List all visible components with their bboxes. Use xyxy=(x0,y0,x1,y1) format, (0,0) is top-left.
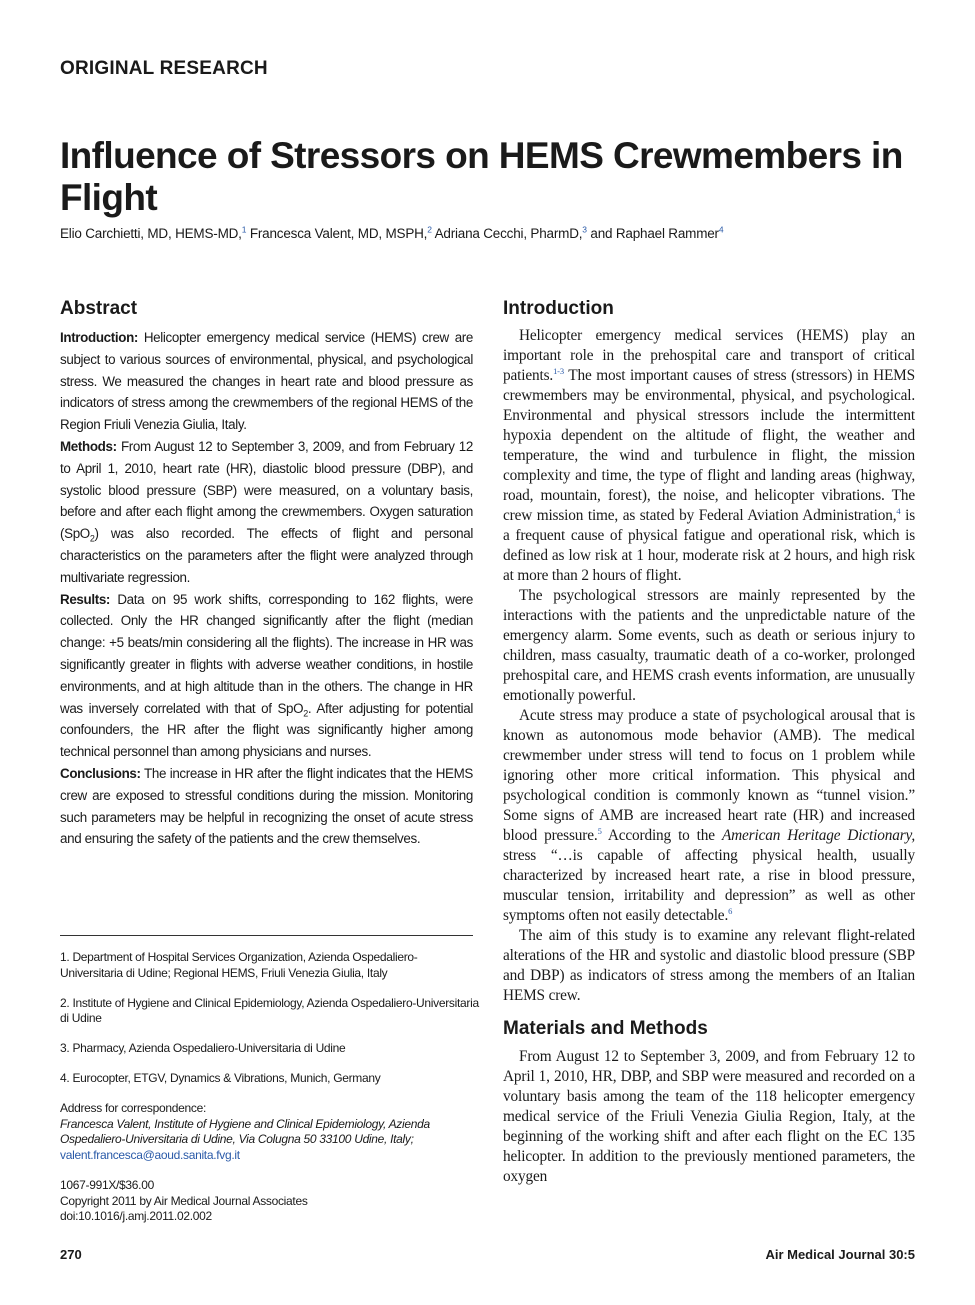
abstract-methods xyxy=(60,436,473,589)
author-name: and Raphael Rammer xyxy=(590,226,719,241)
affiliation-footnote: 2. Institute of Hygiene and Clinical Epidemiology, Azienda Ospedaliero-Universitaria di Udine xyxy=(60,995,479,1025)
affiliation-footnote: 1. Department of Hospital Services Organization, Azienda Ospedaliero-Universitaria di Udine; Regional HEMS, Friuli Venezia Giulia, Italy xyxy=(60,950,418,980)
journal-name: Air Medical Journal 30:5 xyxy=(765,1247,915,1262)
issn: 1067-991X/$36.00 xyxy=(60,1178,154,1192)
footnotes xyxy=(60,950,480,1225)
abstract-label: Methods: xyxy=(60,438,117,454)
citation-ref[interactable]: 5 xyxy=(597,825,602,836)
abstract-text: . After adjusting for potential confounders, the HR after the flight was significantly higher among technical personnel than among physicians and nurses. xyxy=(60,700,473,760)
citation-ref[interactable]: 6 xyxy=(728,905,733,916)
body-paragraph xyxy=(503,326,915,586)
publication-info xyxy=(60,1178,480,1225)
correspondence-email[interactable]: valent.francesca@aoud.sanita.fvg.it xyxy=(60,1147,240,1162)
affiliation-ref[interactable]: 3 xyxy=(582,224,587,235)
abstract-label: Results: xyxy=(60,591,111,607)
methods-heading: Materials and Methods xyxy=(503,1018,708,1039)
abstract-conclusions xyxy=(60,763,473,850)
body-text: According to the xyxy=(601,827,722,844)
abstract-text: From August 12 to September 3, 2009, and from February 12 to April 1, 2010, heart rate (HR), diastolic blood pressure (DBP), and systolic blood pressure (SBP) were measured, on a voluntary basis, before and after each flight among the crewmembers. Oxygen saturation (SpO xyxy=(60,438,473,542)
author-name: Elio Carchietti, MD, HEMS-MD, xyxy=(60,226,242,241)
body-text: The most important causes of stress (stressors) in HEMS crewmembers may be environmental, physical, and psychological. Environmental and physical stressors include the intermittent hypoxia dependent on the altitude of flight, the weather and temperature, the wind and turbulence in flight, the mission complexity and time, the type of flight and landing areas (highway, road, mountain, forest), the noise, and helicopter vibrations. The crew mission time, as stated by Federal Aviation Administration, xyxy=(503,367,915,524)
subscript: 2 xyxy=(89,533,95,544)
footnote-divider xyxy=(60,935,473,936)
body-paragraph: The psychological stressors are mainly represented by the interactions with the patients and the unpredictable nature of the emergency alarm. Some events, such as death or serious injury to children, mass casualty, traumatic death of a co-worker, prolonged prehospital care, and HEMS crash events information, are unusually emotionally powerful. xyxy=(503,587,915,704)
abstract-text: Helicopter emergency medical service (HEMS) crew are subject to various sources of environmental, physical, and psychological stress. We measured the changes in heart rate and blood pressure as indicators of stress among the crewmembers of the regional HEMS of the Region Friuli Venezia Giulia, Italy. xyxy=(60,330,473,433)
citation-ref[interactable]: 4 xyxy=(896,505,901,516)
copyright: Copyright 2011 by Air Medical Journal Associates xyxy=(60,1193,308,1208)
abstract-results xyxy=(60,589,473,763)
body-text: Acute stress may produce a state of psychological arousal that is known as autonomous mode behavior (AMB). The medical crewmember under stress will tend to focus on 1 problem while ignoring other more critical information. This physical and psychological condition is commonly known as “tunnel vision.” Some signs of AMB are increased heart rate (HR) and increased blood pressure. xyxy=(503,707,915,844)
correspondence-address: Francesca Valent, Institute of Hygiene and Clinical Epidemiology, Azienda Ospedaliero-Universitaria di Udine, Via Colugna 50 33100 Udine, Italy; xyxy=(60,1116,430,1146)
correspondence xyxy=(60,1101,480,1163)
italic-text: American Heritage Dictionary, xyxy=(721,827,916,844)
body-paragraph xyxy=(503,706,915,926)
affiliation-footnote: 3. Pharmacy, Azienda Ospedaliero-Universitaria di Udine xyxy=(60,1041,346,1055)
abstract-label: Conclusions: xyxy=(60,765,141,781)
doi[interactable]: doi:10.1016/j.amj.2011.02.002 xyxy=(60,1209,212,1223)
citation-ref[interactable]: 1-3 xyxy=(553,365,564,376)
correspondence-label: Address for correspondence: xyxy=(60,1101,206,1115)
affiliation-ref[interactable]: 2 xyxy=(427,224,432,235)
affiliation-ref[interactable]: 1 xyxy=(241,224,247,235)
body-text: is a frequent cause of physical fatigue and operational risk, which is defined as low risk at 1 hour, moderate risk at 2 hours, and high risk at more than 2 hours of flight. xyxy=(503,507,916,584)
author-list xyxy=(60,226,920,241)
affiliation-footnote: 4. Eurocopter, ETGV, Dynamics & Vibrations, Munich, Germany xyxy=(60,1071,381,1085)
abstract-section xyxy=(60,296,473,850)
body-text: stress “…is capable of affecting physical health, usually characterized by increased heart rate, a rise in blood pressure, muscular tension, irritability and depression” as well as other symptoms often not easily detectable. xyxy=(503,847,915,924)
subscript: 2 xyxy=(303,708,308,719)
affiliation-ref[interactable]: 4 xyxy=(718,224,724,235)
body-paragraph: The aim of this study is to examine any relevant flight-related alterations of the HR and systolic and diastolic blood pressure (SBP and DBP) as indicators of stress among the members of an Italian HEMS crew. xyxy=(503,927,915,1004)
author-name: Francesca Valent, MD, MSPH, xyxy=(249,226,428,241)
introduction-heading: Introduction xyxy=(503,298,614,319)
body-paragraph: From August 12 to September 3, 2009, and from February 12 to April 1, 2010, HR, DBP, and SBP were measured and recorded on a voluntary basis among the team of the 118 helicopter emergency medical service of the Friuli Venezia Giulia Region, Italy, at the beginning of the working shift and after each flight on the EC 135 helicopter. In addition to the previously mentioned parameters, the oxygen xyxy=(503,1048,915,1185)
abstract-text: Data on 95 work shifts, corresponding to 162 flights, were collected. Only the HR changed significantly after the flight (median change: +5 beats/min considering all the flights). The increase in HR was significantly greater in flights with adverse weather conditions, in hostile environments, and at high altitude than in the others. The change in HR was inversely correlated with that of SpO xyxy=(60,591,473,716)
abstract-text: The increase in HR after the flight indicates that the HEMS crew are exposed to stressful conditions during the mission. Monitoring such parameters may be helpful in recognizing the onset of acute stress and ensuring the safety of the patients and the crew themselves. xyxy=(60,765,473,847)
body-column xyxy=(503,296,915,1187)
author-name: Adriana Cecchi, PharmD, xyxy=(434,226,583,241)
abstract-heading: Abstract xyxy=(60,298,138,319)
abstract-label: Introduction: xyxy=(60,330,139,345)
section-label: ORIGINAL RESEARCH xyxy=(60,58,268,79)
page-number: 270 xyxy=(60,1247,82,1262)
article-title: Influence of Stressors on HEMS Crewmembers in Flight xyxy=(60,135,903,218)
abstract-text: ) was also recorded. The effects of flight and personal characteristics on the parameters after the flight were analyzed through multivariate regression. xyxy=(60,526,473,585)
abstract-introduction xyxy=(60,327,473,436)
body-text: Helicopter emergency medical services (HEMS) play an important role in the prehospital care and transport of critical patients. xyxy=(503,327,915,384)
